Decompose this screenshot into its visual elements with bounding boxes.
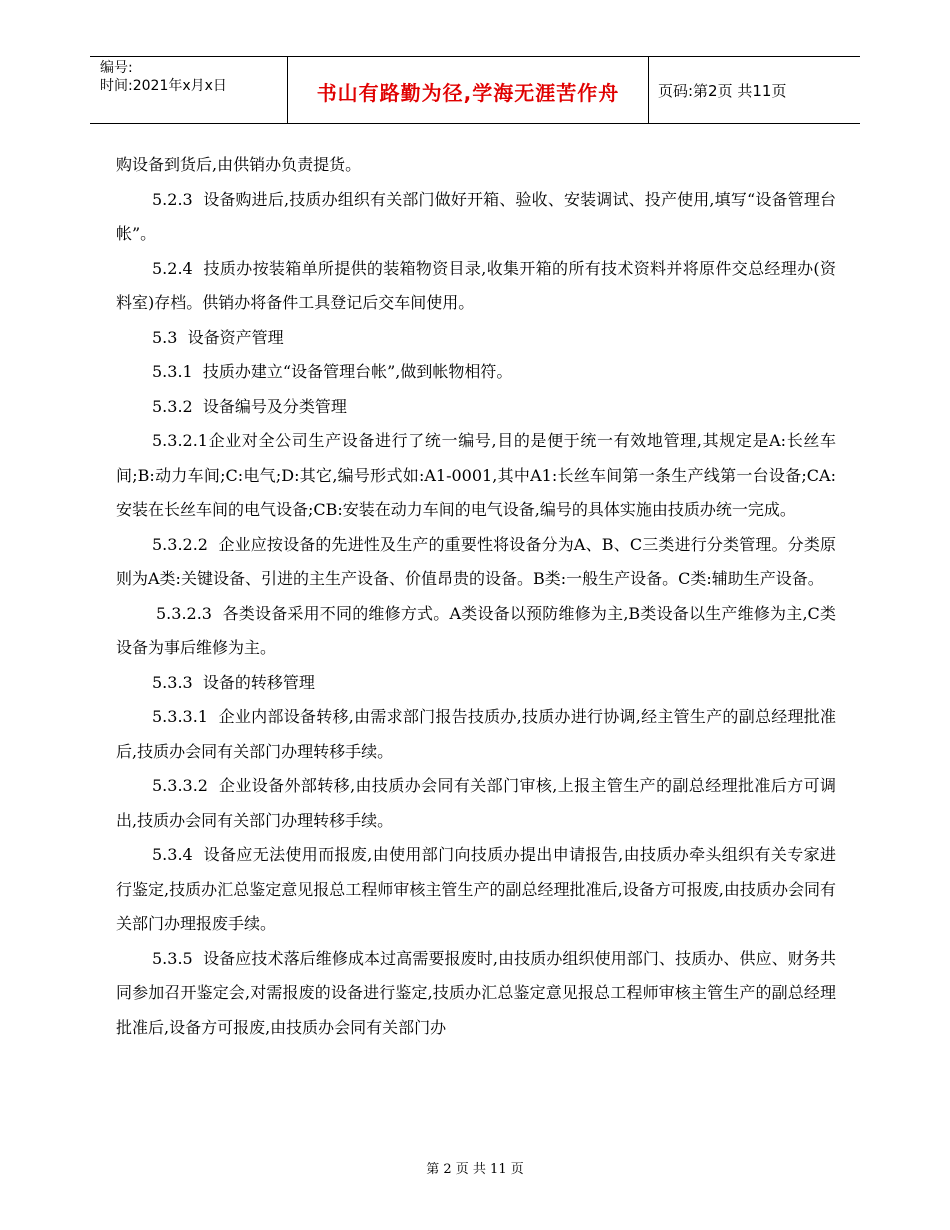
section-heading: 5.3.2 设备编号及分类管理 [152,396,347,416]
page-header [90,56,860,124]
header-motto: 书山有路勤为径,学海无涯苦作舟 [316,81,620,105]
header-meta [100,59,227,95]
page-footer: 第 2 页 共 11 页 [426,1162,524,1177]
paragraph: 5.3.2.1企业对全公司生产设备进行了统一编号,目的是便于统一有效地管理,其规定是A:长丝车间;B:动力车间;C:电气;D:其它,编号形式如:A1-0001,其中A1:长丝车间第一条生产线第一台设备;CA:安装在长丝车间的电气设备;CB:安装在动力车间的电气设备,编号的具体实施由技质办统一完成。 [116,431,836,519]
header-page-number: 页码:第2页 共11页 [658,82,787,100]
paragraph: 5.2.4 技质办按装箱单所提供的装箱物资目录,收集开箱的所有技术资料并将原件交总经理办(资料室)存档。供销办将备件工具登记后交车间使用。 [116,258,836,312]
document-body [116,148,836,1045]
paragraph: 5.3.3.1 企业内部设备转移,由需求部门报告技质办,技质办进行协调,经主管生产的副总经理批准后,技质办会同有关部门办理转移手续。 [116,707,836,761]
paragraph: 5.3.4 设备应无法使用而报废,由使用部门向技质办提出申请报告,由技质办牵头组织有关专家进行鉴定,技质办汇总鉴定意见报总工程师审核主管生产的副总经理批准后,设备方可报废,由技质办会同有关部门办理报废手续。 [116,845,836,933]
paragraph: 5.3.2.2 企业应按设备的先进性及生产的重要性将设备分为A、B、C三类进行分类管理。分类原则为A类:关键设备、引进的主生产设备、价值昂贵的设备。B类:一般生产设备。C类:辅助生产设备。 [116,534,836,588]
paragraph: 5.3.1 技质办建立“设备管理台帐”,做到帐物相符。 [152,362,513,381]
paragraph: 5.2.3 设备购进后,技质办组织有关部门做好开箱、验收、安装调试、投产使用,填写“设备管理台帐”。 [116,189,836,243]
paragraph: 购设备到货后,由供销办负责提货。 [116,155,362,174]
section-heading: 5.3 设备资产管理 [152,327,284,347]
date-label: 时间:2021年x月x日 [100,78,227,94]
header-divider [648,57,649,123]
paragraph: 5.3.5 设备应技术落后维修成本过高需要报废时,由技质办组织使用部门、技质办、供应、财务共同参加召开鉴定会,对需报废的设备进行鉴定,技质办汇总鉴定意见报总工程师审核主管生产的副总经理批准后,设备方可报废,由技质办会同有关部门办 [116,948,836,1037]
paragraph: 5.3.3.2 企业设备外部转移,由技质办会同有关部门审核,上报主管生产的副总经理批准后方可调出,技质办会同有关部门办理转移手续。 [116,776,836,830]
code-label: 编号: [100,60,133,76]
paragraph: 5.3.2.3 各类设备采用不同的维修方式。A类设备以预防维修为主,B类设备以生产维修为主,C类设备为事后维修为主。 [116,603,836,657]
section-heading: 5.3.3 设备的转移管理 [152,672,315,692]
